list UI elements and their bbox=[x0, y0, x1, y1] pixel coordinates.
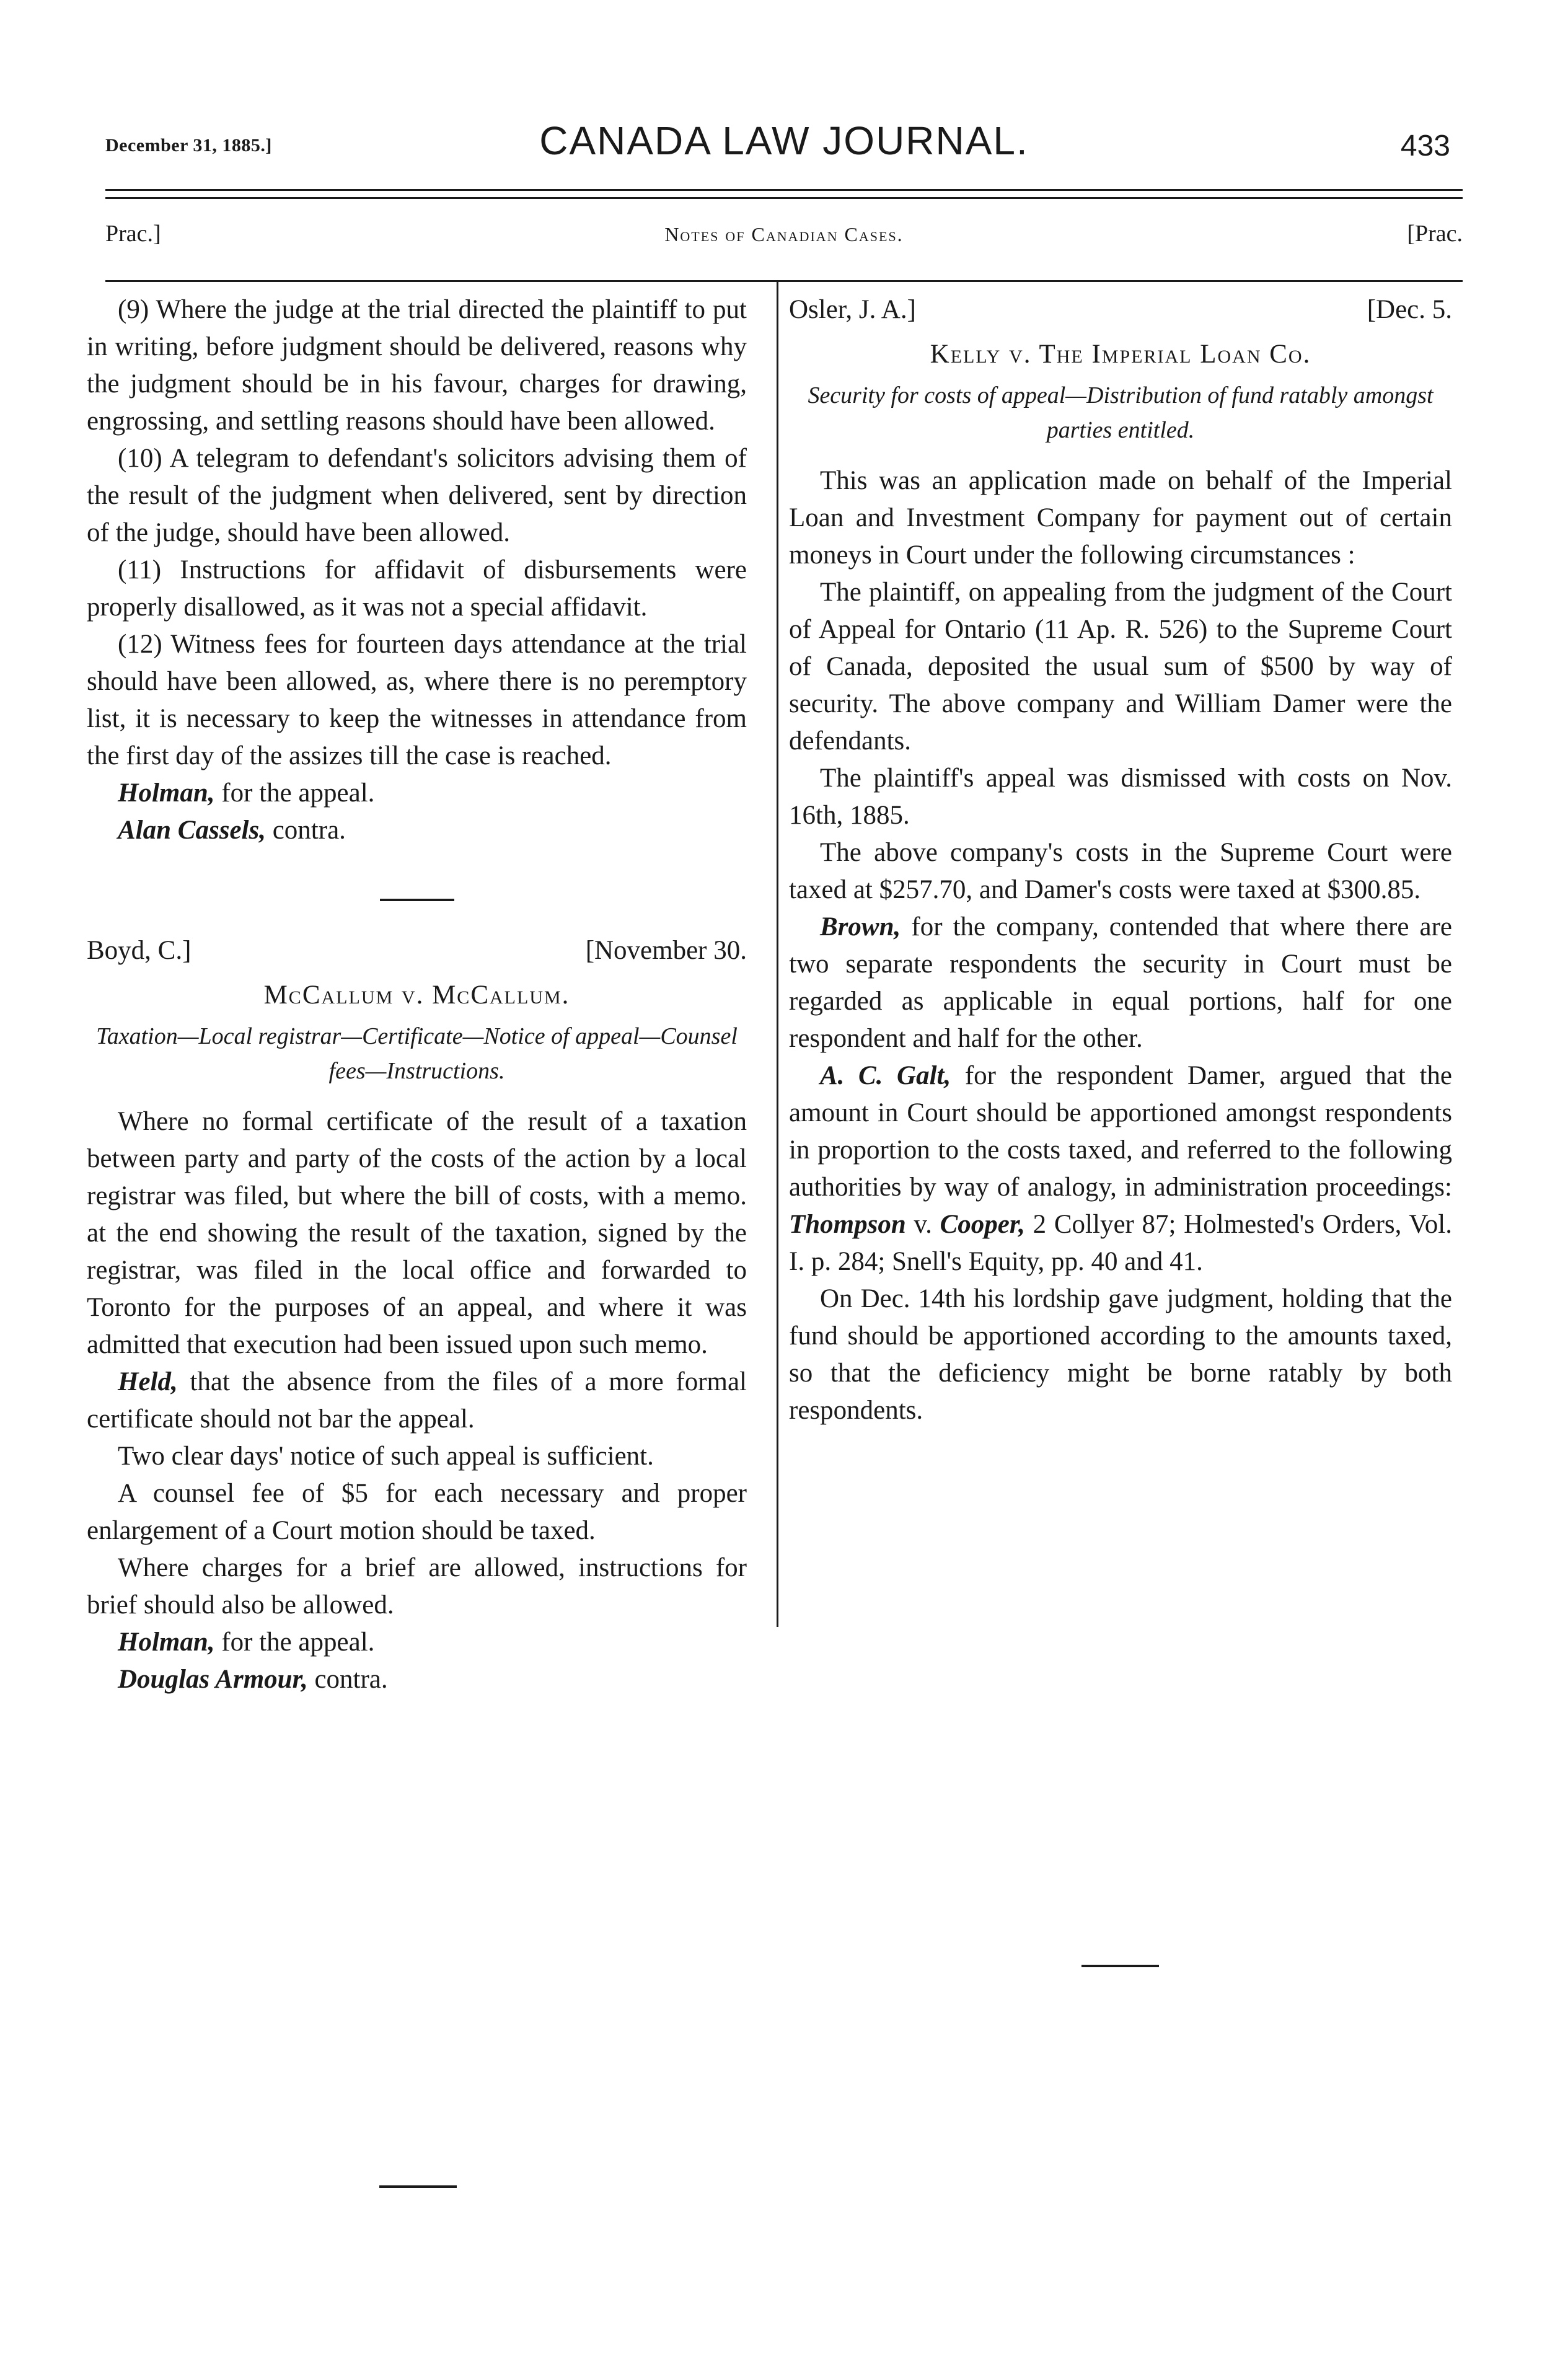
cited-case: Thompson bbox=[789, 1210, 906, 1239]
case-paragraph: A counsel fee of $5 for each necessary and proper enlargement of a Court motion should be taxed. bbox=[87, 1479, 747, 1545]
right-column bbox=[789, 291, 1452, 1429]
paragraph-12: (12) Witness fees for fourteen days attendance at the trial should have been allowed, as, where there is no peremptory list, it is necessary to keep the witnesses in attendance from the first day of the assizes till the case is reached. bbox=[87, 630, 747, 770]
case-paragraph: The plaintiff, on appealing from the judgment of the Court of Appeal for Ontario (11 Ap. R. 526) to the Supreme Court of Canada, deposited the usual sum of $500 by way of security. The above company and William Damer were the defendants. bbox=[789, 578, 1452, 756]
running-head-left: Prac.] bbox=[105, 221, 161, 247]
case-headnote: Security for costs of appeal—Distribution of fund ratably amongst parties entitled. bbox=[808, 382, 1434, 443]
column-divider bbox=[777, 282, 778, 1627]
galt-text-end: 2 Collyer 87; Holmested's Orders, Vol. I. p. 284; Snell's Equity, pp. 40 and 41. bbox=[789, 1210, 1452, 1276]
versus: v. bbox=[905, 1210, 940, 1239]
counsel-line bbox=[87, 812, 747, 849]
case-header bbox=[87, 932, 747, 973]
case-title: Kelly v. The Imperial Loan Co. bbox=[930, 340, 1311, 369]
case-date: [Dec. 5. bbox=[1367, 295, 1452, 324]
counsel-name: Douglas Armour, bbox=[118, 1665, 308, 1694]
counsel-role: for the appeal. bbox=[214, 1628, 375, 1657]
case-judge: Osler, J. A.] bbox=[789, 295, 916, 324]
galt-text: for the respondent Damer, argued that the amount in Court should be apportioned amongst respondents in proportion to the costs taxed, and referred to the following authorities by way of analogy, in administration proceedings: bbox=[789, 1061, 1452, 1202]
journal-title: CANADA LAW JOURNAL. bbox=[539, 118, 1029, 163]
end-rule bbox=[1081, 1965, 1159, 1967]
cited-case: Cooper, bbox=[940, 1210, 1025, 1239]
case-paragraph: Two clear days' notice of such appeal is sufficient. bbox=[118, 1442, 654, 1471]
counsel-name: Brown, bbox=[820, 912, 901, 941]
running-head-center: Notes of Canadian Cases. bbox=[664, 223, 904, 245]
galt-paragraph bbox=[789, 1057, 1452, 1280]
case-paragraph: The plaintiff's appeal was dismissed with costs on Nov. 16th, 1885. bbox=[789, 764, 1452, 830]
case-header bbox=[789, 291, 1452, 332]
case-paragraph: Where charges for a brief are allowed, instructions for brief should also be allowed. bbox=[87, 1553, 747, 1620]
paragraph-9: (9) Where the judge at the trial directed the plaintiff to put in writing, before judgment should be delivered, reasons why the judgment should be in his favour, charges for drawing, engrossing, and settling reasons should have been allowed. bbox=[87, 295, 747, 436]
case-date: [November 30. bbox=[585, 936, 747, 965]
paragraph-10: (10) A telegram to defendant's solicitors advising them of the result of the judgment when delivered, sent by direction of the judge, should have been allowed. bbox=[87, 444, 747, 547]
brown-paragraph bbox=[789, 909, 1452, 1057]
left-column bbox=[87, 291, 747, 1698]
held-text: that the absence from the files of a more formal certificate should not bar the appeal. bbox=[87, 1367, 747, 1434]
counsel-role: for the appeal. bbox=[214, 778, 375, 808]
counsel-name: Alan Cassels, bbox=[118, 816, 266, 845]
case-title: McCallum v. McCallum. bbox=[263, 981, 570, 1010]
counsel-name: Holman, bbox=[118, 1628, 215, 1657]
page-number: 433 bbox=[1400, 130, 1450, 162]
subheader-rule bbox=[105, 280, 1463, 282]
counsel-name: Holman, bbox=[118, 778, 215, 808]
case-paragraph: This was an application made on behalf of the Imperial Loan and Investment Company for payment out of certain moneys in Court under the following circumstances : bbox=[789, 466, 1452, 570]
header-rule bbox=[105, 189, 1463, 191]
counsel-line bbox=[87, 775, 747, 812]
header-rule-double bbox=[105, 197, 1463, 199]
case-paragraph: Where no formal certificate of the result of a taxation between party and party of the costs of the action by a local registrar was filed, but where the bill of costs, with a memo. at the end showing the result of the taxation, signed by the registrar, was filed in the local office and forwarded to Toronto for the purposes of an appeal, and where it was admitted that execution had been issued upon such memo. bbox=[87, 1107, 747, 1359]
counsel-role: contra. bbox=[307, 1665, 388, 1694]
case-paragraph: The above company's costs in the Supreme Court were taxed at $257.70, and Damer's costs were taxed at $300.85. bbox=[789, 838, 1452, 904]
judgment-paragraph: On Dec. 14th his lordship gave judgment, holding that the fund should be apportioned according to the amounts taxed, so that the deficiency might be borne ratably by both respondents. bbox=[789, 1284, 1452, 1425]
running-head-right: [Prac. bbox=[1407, 221, 1463, 247]
counsel-role: contra. bbox=[265, 816, 346, 845]
case-judge: Boyd, C.] bbox=[87, 936, 192, 965]
held-label: Held, bbox=[118, 1367, 178, 1396]
brown-text: for the company, contended that where there are two separate respondents the security in Court must be regarded as applicable in equal portions, half for one respondent and half for the other. bbox=[789, 912, 1452, 1053]
counsel-line bbox=[87, 1624, 747, 1661]
counsel-line bbox=[87, 1661, 747, 1698]
header-date: December 31, 1885.] bbox=[105, 135, 272, 156]
case-separator bbox=[380, 899, 454, 901]
counsel-name: A. C. Galt, bbox=[820, 1061, 951, 1090]
held-paragraph bbox=[87, 1364, 747, 1438]
paragraph-11: (11) Instructions for affidavit of disbursements were properly disallowed, as it was not a special affidavit. bbox=[87, 555, 747, 622]
end-rule bbox=[379, 2185, 457, 2188]
case-headnote: Taxation—Local registrar—Certificate—Notice of appeal—Counsel fees—Instructions. bbox=[96, 1023, 738, 1084]
